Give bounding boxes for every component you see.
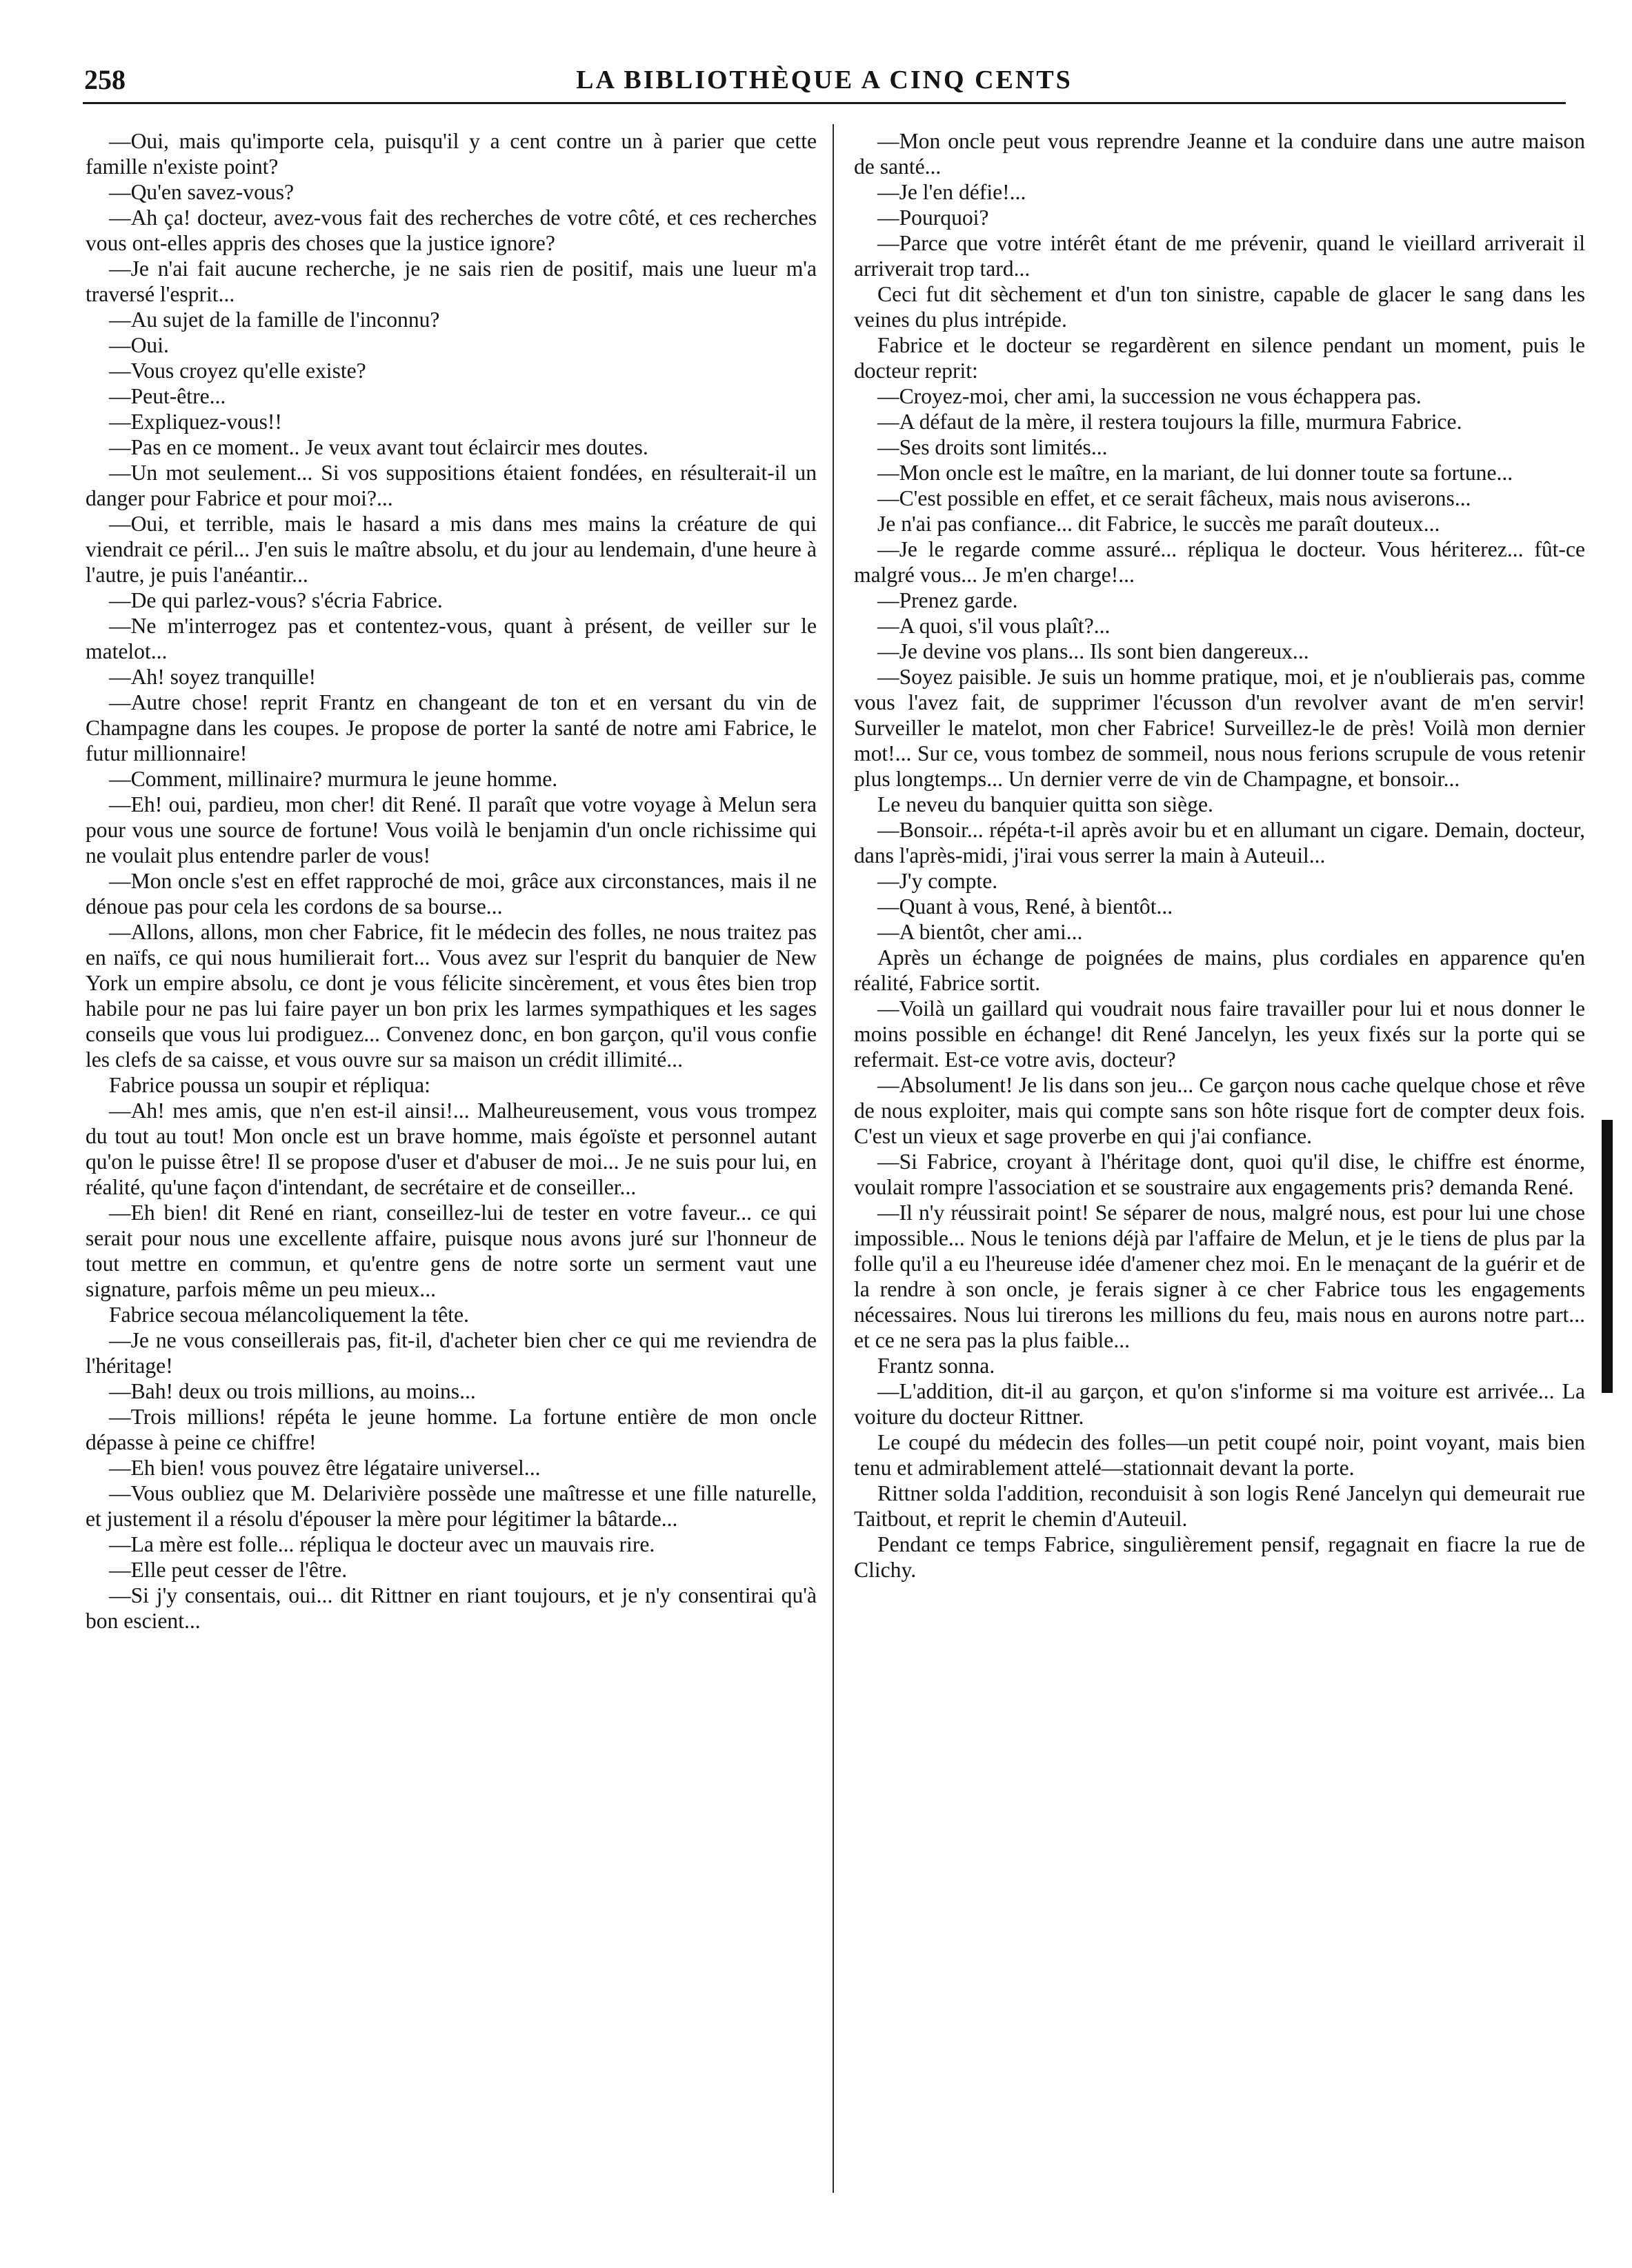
paragraph: —Il n'y réussirait point! Se séparer de nous, malgré nous, est pour lui une chose impossible... Nous le tenions déjà par l'affaire de Melun, et je le tiens de plus par la folle qu'il a eu l'heureuse idée d'amener chez moi. En le menaçant de la guérir et de la rendre à son oncle, je ferais signer à ce cher Fabrice tous les engagements nécessaires. Nous lui tirerons les millions du feu, mais nous en aurons notre part... et ce ne sera pas la plus faible... <box>854 1201 1585 1352</box>
paragraph: —Ah! soyez tranquille! <box>109 665 317 689</box>
paragraph: —Expliquez-vous!! <box>109 410 282 434</box>
paragraph: Fabrice et le docteur se regardèrent en silence pendant un moment, puis le docteur reprit: <box>854 333 1585 383</box>
paragraph: —Vous croyez qu'elle existe? <box>109 359 366 383</box>
paragraph: —Mon oncle peut vous reprendre Jeanne et la conduire dans une autre maison de santé... <box>854 129 1585 179</box>
paragraph: Fabrice secoua mélancoliquement la tête. <box>109 1303 469 1327</box>
paragraph: —De qui parlez-vous? s'écria Fabrice. <box>109 588 443 612</box>
paragraph: —Bonsoir... répéta-t-il après avoir bu et en allumant un cigare. Demain, docteur, dans l'après-midi, j'irai vous serrer la main à Auteuil... <box>854 818 1585 867</box>
paragraph: —Je ne vous conseillerais pas, fit-il, d'acheter bien cher ce qui me reviendra de l'héritage! <box>86 1328 817 1378</box>
paragraph: Le coupé du médecin des folles—un petit coupé noir, point voyant, mais bien tenu et admirablement attelé—stationnait devant la porte. <box>854 1430 1585 1480</box>
right-text-column <box>854 128 1585 2197</box>
paragraph: —C'est possible en effet, et ce serait fâcheux, mais nous aviserons... <box>877 486 1471 510</box>
page-header <box>83 63 1566 104</box>
paragraph: Rittner solda l'addition, reconduisit à son logis René Jancelyn qui demeurait rue Taitbout, et reprit le chemin d'Auteuil. <box>854 1481 1585 1531</box>
paragraph: —Je l'en défie!... <box>877 180 1026 204</box>
running-title: LA BIBLIOTHÈQUE A CINQ CENTS <box>576 66 1073 94</box>
paragraph: —Trois millions! répéta le jeune homme. La fortune entière de mon oncle dépasse à peine ce chiffre! <box>86 1405 817 1454</box>
paragraph: —Eh bien! vous pouvez être légataire universel... <box>109 1456 541 1480</box>
paragraph: —Absolument! Je lis dans son jeu... Ce garçon nous cache quelque chose et rêve de nous exploiter, mais qui compte sans son hôte risque fort de compter deux fois. C'est un vieux et sage proverbe en qui j'ai confiance. <box>854 1073 1585 1148</box>
paragraph: —Mon oncle est le maître, en la mariant, de lui donner toute sa fortune... <box>877 461 1513 485</box>
paragraph: —Je le regarde comme assuré... répliqua le docteur. Vous hériterez... fût-ce malgré vous... Je m'en charge!... <box>854 537 1585 587</box>
paragraph: —Pas en ce moment.. Je veux avant tout éclaircir mes doutes. <box>109 435 648 459</box>
paragraph: Après un échange de poignées de mains, plus cordiales en apparence qu'en réalité, Fabrice sortit. <box>854 945 1585 995</box>
paragraph: —Allons, allons, mon cher Fabrice, fit le médecin des folles, ne nous traitez pas en naïfs, ce qui nous humilierait fort... Vous avez sur l'esprit du banquier de New York un empire absolu, ce dont je vous félicite sincèrement, et vous êtes bien trop habile pour ne pas lui faire payer un bon prix les larmes sympathiques et les sages conseils que vous lui prodiguez... Convenez donc, en bon garçon, qu'il vous confie les clefs de sa caisse, et vous ouvre sur sa maison un crédit illimité... <box>86 920 817 1072</box>
paragraph: —A bientôt, cher ami... <box>877 920 1083 944</box>
margin-black-bar <box>1602 1120 1613 1393</box>
paragraph: Frantz sonna. <box>877 1354 995 1378</box>
paragraph: Le neveu du banquier quitta son siège. <box>877 792 1213 816</box>
paragraph: —Oui. <box>109 333 169 357</box>
paragraph: —Je devine vos plans... Ils sont bien dangereux... <box>877 639 1309 663</box>
paragraph: —Vous oubliez que M. Delarivière possède une maîtresse et une fille naturelle, et justement il a résolu d'épouser la mère pour légitimer la bâtarde... <box>86 1481 817 1531</box>
paragraph: —A quoi, s'il vous plaît?... <box>877 614 1111 638</box>
paragraph: —Eh bien! dit René en riant, conseillez-lui de tester en votre faveur... ce qui serait pour nous une excellente affaire, puisque nous avons juré sur l'honneur de tout mettre en commun, et qu'entre gens de notre sorte un serment vaut une signature, parfois même un peu mieux... <box>86 1201 817 1301</box>
paragraph: —Quant à vous, René, à bientôt... <box>877 894 1173 919</box>
column-divider <box>833 124 834 2193</box>
page-number: 258 <box>84 64 126 95</box>
paragraph: —Un mot seulement... Si vos suppositions étaient fondées, en résulterait-il un danger pour Fabrice et pour moi?... <box>86 461 817 510</box>
paragraph: —Au sujet de la famille de l'inconnu? <box>109 308 440 332</box>
paragraph: —Qu'en savez-vous? <box>109 180 295 204</box>
paragraph: —Si Fabrice, croyant à l'héritage dont, quoi qu'il dise, le chiffre est énorme, voulait rompre l'association et se soustraire aux engagements pris? demanda René. <box>854 1150 1585 1199</box>
paragraph: Je n'ai pas confiance... dit Fabrice, le succès me paraît douteux... <box>877 512 1440 536</box>
paragraph: —Je n'ai fait aucune recherche, je ne sais rien de positif, mais une lueur m'a traversé l'esprit... <box>86 257 817 306</box>
paragraph: Pendant ce temps Fabrice, singulièrement pensif, regagnait en fiacre la rue de Clichy. <box>854 1532 1585 1582</box>
paragraph: —Prenez garde. <box>877 588 1018 612</box>
paragraph: —Voilà un gaillard qui voudrait nous faire travailler pour lui et nous donner le moins possible en échange! dit René Jancelyn, les yeux fixés sur la porte qui se refermait. Est-ce votre avis, docteur? <box>854 996 1585 1072</box>
paragraph: —A défaut de la mère, il restera toujours la fille, murmura Fabrice. <box>877 410 1462 434</box>
paragraph: —Croyez-moi, cher ami, la succession ne vous échappera pas. <box>877 384 1422 408</box>
paragraph: —J'y compte. <box>877 869 998 893</box>
paragraph: —Comment, millinaire? murmura le jeune homme. <box>109 767 558 791</box>
paragraph: —Parce que votre intérêt étant de me prévenir, quand le vieillard arriverait il arriverait trop tard... <box>854 231 1585 281</box>
paragraph: —Oui, mais qu'importe cela, puisqu'il y a cent contre un à parier que cette famille n'existe point? <box>86 129 817 179</box>
paragraph: Fabrice poussa un soupir et répliqua: <box>109 1073 430 1097</box>
paragraph: —L'addition, dit-il au garçon, et qu'on s'informe si ma voiture est arrivée... La voiture du docteur Rittner. <box>854 1379 1585 1429</box>
paragraph: —Ne m'interrogez pas et contentez-vous, quant à présent, de veiller sur le matelot... <box>86 614 817 663</box>
paragraph: —Pourquoi? <box>877 205 989 230</box>
paragraph: —La mère est folle... répliqua le docteur avec un mauvais rire. <box>109 1532 655 1556</box>
paragraph: —Peut-être... <box>109 384 226 408</box>
paragraph: —Bah! deux ou trois millions, au moins... <box>109 1379 476 1403</box>
paragraph: —Autre chose! reprit Frantz en changeant de ton et en versant du vin de Champagne dans les coupes. Je propose de porter la santé de notre ami Fabrice, le futur millionnaire! <box>86 690 817 765</box>
paragraph: —Ses droits sont limités... <box>877 435 1108 459</box>
paragraph: —Si j'y consentais, oui... dit Rittner en riant toujours, et je n'y consentirai qu'à bon escient... <box>86 1583 817 1633</box>
paragraph: —Oui, et terrible, mais le hasard a mis dans mes mains la créature de qui viendrait ce péril... J'en suis le maître absolu, et du jour au lendemain, d'une heure à l'autre, je puis l'anéantir... <box>86 512 817 587</box>
paragraph: —Mon oncle s'est en effet rapproché de moi, grâce aux circonstances, mais il ne dénoue pas pour cela les cordons de sa bourse... <box>86 869 817 919</box>
paragraph: —Elle peut cesser de l'être. <box>109 1558 348 1582</box>
paragraph: —Ah! mes amis, que n'en est-il ainsi!... Malheureusement, vous vous trompez du tout au tout! Mon oncle est un brave homme, mais égoïste et personnel autant qu'on le puisse être! Il se propose d'user et d'abuser de moi... Je ne suis pour lui, en réalité, qu'une façon d'intendant, de secrétaire et de conseiller... <box>86 1098 817 1199</box>
paragraph: —Ah ça! docteur, avez-vous fait des recherches de votre côté, et ces recherches vous ont-elles appris des choses que la justice ignore? <box>86 205 817 255</box>
left-text-column <box>86 128 817 2197</box>
paragraph: —Soyez paisible. Je suis un homme pratique, moi, et je n'oublierais pas, comme vous l'avez fait, de supprimer l'écusson d'un revolver avant de m'en servir! Surveiller le matelot, mon cher Fabrice! Surveillez-le de près! Voilà mon dernier mot!... Sur ce, vous tombez de sommeil, nous nous ferions scrupule de vous retenir plus longtemps... Un dernier verre de vin de Champagne, et bonsoir... <box>854 665 1585 791</box>
paragraph: Ceci fut dit sèchement et d'un ton sinistre, capable de glacer le sang dans les veines du plus intrépide. <box>854 282 1585 332</box>
paragraph: —Eh! oui, pardieu, mon cher! dit René. Il paraît que votre voyage à Melun sera pour vous une source de fortune! Vous voilà le benjamin d'un oncle richissime qui ne voulait plus entendre parler de vous! <box>86 792 817 867</box>
